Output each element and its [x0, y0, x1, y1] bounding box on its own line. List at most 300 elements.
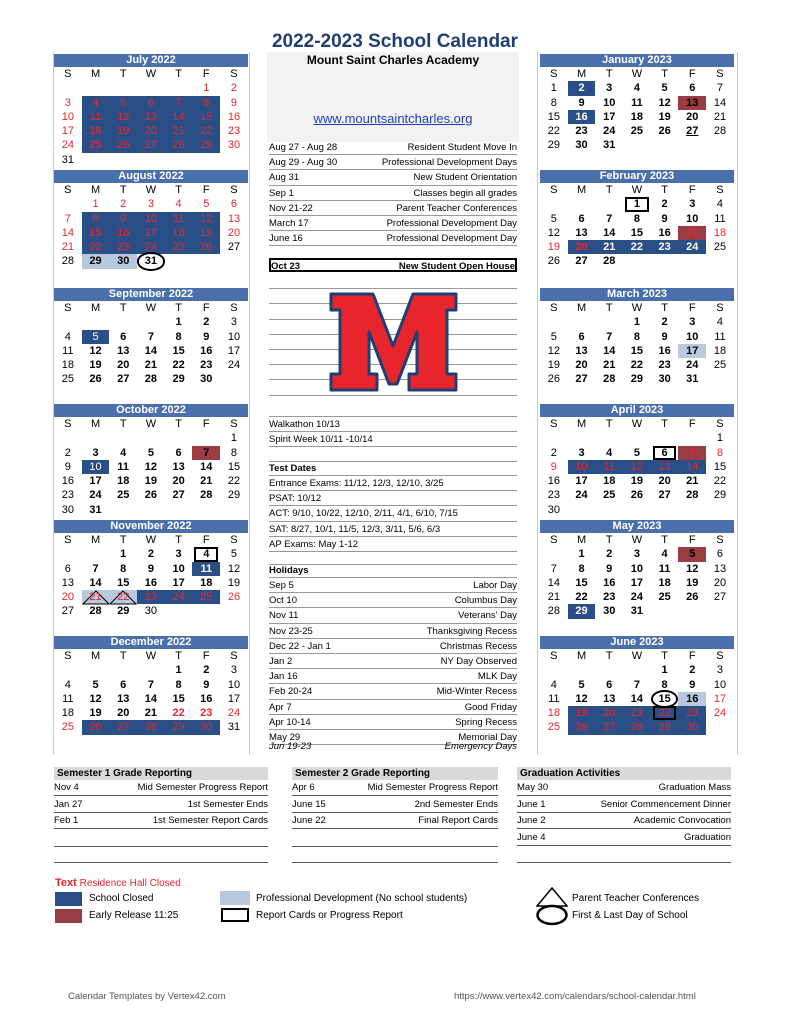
day-cell — [540, 387, 568, 401]
weekday-label: T — [661, 68, 668, 80]
day-number: 19 — [575, 707, 588, 720]
day-number: 14 — [686, 460, 699, 473]
weekday-label: M — [90, 418, 101, 430]
day-cell — [82, 387, 110, 401]
day-number: 30 — [200, 373, 213, 386]
day-number: 6 — [661, 446, 668, 459]
weekday-label: T — [175, 184, 182, 196]
day-cell — [54, 226, 82, 240]
day-number: 23 — [603, 591, 616, 604]
day-number: 6 — [716, 548, 724, 561]
day-number: 15 — [89, 226, 102, 239]
day-number: 29 — [575, 605, 588, 618]
day-cell — [220, 387, 248, 401]
day-number: 15 — [630, 344, 644, 357]
day-cell — [706, 576, 734, 590]
day-number: 16 — [658, 344, 671, 357]
day-number: 23 — [686, 707, 699, 720]
day-cell — [165, 431, 193, 445]
report-date: May 30 — [517, 782, 549, 793]
day-number: 27 — [686, 125, 699, 138]
day-number: 1 — [203, 82, 210, 95]
day-cell — [651, 446, 679, 460]
weekday-label: M — [90, 68, 101, 80]
day-number: 1 — [661, 664, 668, 677]
day-number: 9 — [64, 460, 71, 473]
day-number: 16 — [603, 576, 616, 589]
month-calendar-august-2022 — [54, 170, 248, 283]
day-cell — [220, 720, 248, 734]
day-cell — [568, 269, 596, 283]
day-number: 12 — [630, 460, 644, 473]
day-cell — [137, 474, 165, 488]
day-cell — [678, 678, 706, 692]
day-number: 9 — [147, 562, 154, 575]
day-cell — [706, 330, 734, 344]
day-cell — [568, 619, 596, 633]
day-cell — [706, 474, 734, 488]
event-date: Nov 11 — [269, 610, 299, 622]
day-cell — [109, 138, 137, 152]
day-cell — [109, 254, 137, 268]
event-date: Dec 22 - Jan 1 — [269, 640, 331, 652]
weekday-label: F — [688, 184, 696, 196]
day-cell — [220, 81, 248, 95]
day-number: 15 — [200, 110, 213, 123]
day-cell — [568, 547, 596, 561]
day-number: 20 — [61, 591, 74, 604]
weekday-label: F — [688, 650, 696, 662]
day-number: 7 — [203, 446, 210, 459]
month-calendar-february-2023 — [540, 170, 734, 283]
day-cell — [137, 212, 165, 226]
day-number: 12 — [117, 110, 130, 123]
day-cell — [137, 547, 165, 561]
day-number: 14 — [89, 576, 102, 589]
day-number: 7 — [64, 212, 71, 225]
day-cell — [165, 604, 193, 618]
footer-left: Calendar Templates by Vertex42.com — [68, 991, 226, 1002]
day-number: 12 — [547, 226, 560, 239]
day-number: 4 — [120, 446, 127, 459]
day-cell — [706, 678, 734, 692]
day-cell — [82, 372, 110, 386]
day-cell — [220, 460, 248, 474]
weekday-label: S — [716, 302, 724, 314]
day-cell — [651, 488, 679, 502]
day-number: 5 — [120, 96, 127, 109]
day-cell — [192, 720, 220, 734]
day-number: 10 — [227, 678, 241, 691]
day-cell — [568, 226, 596, 240]
day-cell — [220, 269, 248, 283]
day-cell — [165, 460, 193, 474]
day-cell — [82, 254, 110, 268]
day-cell — [678, 358, 706, 372]
day-number: 17 — [630, 576, 644, 589]
day-number: 22 — [575, 591, 588, 604]
day-cell — [623, 503, 651, 517]
day-number: 13 — [227, 212, 241, 225]
day-cell — [109, 110, 137, 124]
event-description: New Student Orientation — [413, 172, 517, 184]
day-number: 19 — [89, 359, 102, 372]
day-cell — [706, 124, 734, 138]
day-number: 23 — [117, 241, 130, 254]
day-number: 28 — [61, 255, 74, 268]
day-number: 16 — [117, 226, 130, 239]
event-row — [269, 433, 517, 447]
day-number: 23 — [144, 591, 158, 604]
day-number: 29 — [713, 489, 727, 502]
day-cell — [540, 269, 568, 283]
day-number: 9 — [550, 460, 557, 473]
day-cell — [82, 81, 110, 95]
day-number: 1 — [633, 316, 640, 329]
day-cell — [651, 503, 679, 517]
day-number: 13 — [144, 110, 158, 123]
day-number: 25 — [658, 591, 671, 604]
day-number: 5 — [550, 212, 557, 225]
day-cell — [678, 226, 706, 240]
day-cell — [540, 604, 568, 618]
day-cell — [137, 692, 165, 706]
day-cell — [82, 474, 110, 488]
day-number: 25 — [89, 139, 102, 152]
day-cell — [220, 197, 248, 211]
day-cell — [540, 562, 568, 576]
website-link[interactable]: www.mountsaintcharles.org — [313, 111, 473, 126]
day-number: 11 — [117, 460, 130, 473]
weekday-label: S — [64, 184, 72, 196]
day-cell — [54, 446, 82, 460]
day-cell — [192, 330, 220, 344]
day-cell — [678, 315, 706, 329]
day-cell — [109, 576, 137, 590]
day-number: 9 — [661, 330, 668, 343]
day-cell — [82, 604, 110, 618]
day-cell — [540, 240, 568, 254]
day-cell — [540, 330, 568, 344]
day-cell — [651, 619, 679, 633]
day-number: 25 — [713, 241, 727, 254]
day-cell — [165, 254, 193, 268]
day-cell — [54, 330, 82, 344]
day-number: 31 — [144, 255, 158, 268]
blank-line — [292, 862, 498, 863]
day-cell — [568, 460, 596, 474]
day-cell — [165, 735, 193, 749]
day-cell — [165, 330, 193, 344]
report-description: Senior Commencement Dinner — [600, 798, 731, 810]
day-number: 12 — [89, 344, 102, 357]
day-cell — [165, 96, 193, 110]
day-cell — [137, 562, 165, 576]
day-number: 9 — [606, 562, 613, 575]
day-number: 29 — [172, 373, 185, 386]
day-cell — [706, 254, 734, 268]
day-number: 2 — [661, 316, 668, 329]
day-cell — [137, 358, 165, 372]
day-cell — [82, 446, 110, 460]
day-number: 22 — [89, 241, 102, 254]
weekday-label: W — [145, 184, 157, 196]
day-cell — [192, 197, 220, 211]
day-number: 3 — [689, 316, 696, 329]
event-date: Entrance Exams: 11/12, 12/3, 12/10, 3/25 — [269, 478, 444, 489]
school-closed-label: School Closed — [89, 893, 154, 904]
weekday-label: T — [175, 302, 182, 314]
day-number: 4 — [716, 316, 724, 329]
event-description: Spring Recess — [455, 716, 517, 728]
day-number: 6 — [578, 330, 585, 343]
day-cell — [165, 81, 193, 95]
day-cell — [165, 315, 193, 329]
day-number: 17 — [686, 344, 699, 357]
day-number: 24 — [144, 241, 158, 254]
weekday-label: S — [550, 534, 558, 546]
day-cell — [706, 590, 734, 604]
day-number: 19 — [89, 707, 102, 720]
day-cell — [109, 344, 137, 358]
day-number: 27 — [575, 373, 588, 386]
day-cell — [109, 81, 137, 95]
day-cell — [651, 240, 679, 254]
day-cell — [137, 663, 165, 677]
day-number: 30 — [200, 721, 213, 734]
day-number: 4 — [606, 446, 613, 459]
day-cell — [678, 197, 706, 211]
day-number: 26 — [117, 139, 130, 152]
day-cell — [137, 488, 165, 502]
day-number: 14 — [61, 226, 74, 239]
day-cell — [568, 344, 596, 358]
day-number: 4 — [92, 96, 99, 109]
weekday-label: S — [716, 650, 724, 662]
day-cell — [678, 138, 706, 152]
legend-text-sample: Text Residence Hall Closed — [55, 877, 181, 889]
test-row — [269, 507, 517, 521]
weekday-label: F — [202, 650, 210, 662]
day-cell — [54, 576, 82, 590]
day-number: 3 — [175, 548, 182, 561]
day-number: 28 — [144, 373, 158, 386]
semester-2-row — [292, 797, 498, 813]
day-cell — [706, 226, 734, 240]
day-cell — [54, 96, 82, 110]
day-cell — [651, 720, 679, 734]
day-number: 8 — [92, 212, 99, 225]
day-cell — [651, 562, 679, 576]
day-number: 15 — [227, 460, 241, 473]
day-cell — [220, 124, 248, 138]
day-number: 26 — [547, 373, 560, 386]
first-last-label: First & Last Day of School — [572, 910, 688, 921]
day-cell — [220, 254, 248, 268]
day-cell — [568, 81, 596, 95]
weekday-label: F — [202, 534, 210, 546]
event-row — [269, 141, 517, 155]
day-cell — [165, 692, 193, 706]
semester-1-title: Semester 1 Grade Reporting — [54, 767, 268, 780]
day-cell — [540, 619, 568, 633]
day-cell — [595, 358, 623, 372]
day-cell — [595, 212, 623, 226]
day-cell — [82, 431, 110, 445]
event-description: Veterans' Day — [458, 610, 517, 622]
day-cell — [165, 488, 193, 502]
day-cell — [623, 110, 651, 124]
day-cell — [678, 153, 706, 167]
day-number: 16 — [200, 692, 213, 705]
semester-1-row — [54, 813, 268, 829]
day-number: 26 — [575, 721, 588, 734]
day-number: 18 — [713, 226, 727, 239]
day-number: 20 — [227, 226, 241, 239]
day-cell — [568, 315, 596, 329]
day-number: 27 — [117, 721, 130, 734]
weekday-label: F — [688, 418, 696, 430]
day-number: 3 — [716, 664, 724, 677]
day-cell — [568, 240, 596, 254]
weekday-label: S — [550, 302, 558, 314]
day-number: 22 — [172, 707, 185, 720]
day-number: 22 — [547, 125, 560, 138]
day-cell — [568, 735, 596, 749]
day-number: 22 — [200, 125, 213, 138]
day-cell — [137, 315, 165, 329]
report-description: Academic Convocation — [633, 815, 731, 826]
day-cell — [595, 446, 623, 460]
event-date: Oct 23 — [271, 261, 301, 272]
day-number: 25 — [603, 489, 616, 502]
day-cell — [109, 706, 137, 720]
day-number: 5 — [689, 548, 696, 561]
blank-row — [269, 403, 517, 417]
event-date: Apr 10-14 — [269, 716, 311, 728]
report-card-swatch — [221, 908, 249, 922]
weekday-label: T — [661, 650, 668, 662]
day-cell — [54, 663, 82, 677]
day-cell — [165, 269, 193, 283]
day-cell — [82, 590, 110, 604]
day-number: 17 — [575, 475, 588, 488]
day-number: 13 — [575, 226, 588, 239]
section-title — [269, 564, 517, 578]
day-cell — [651, 124, 679, 138]
day-number: 15 — [172, 692, 185, 705]
day-cell — [678, 372, 706, 386]
day-cell — [595, 604, 623, 618]
event-date: Feb 20-24 — [269, 686, 313, 698]
day-number: 25 — [117, 489, 130, 502]
day-number: 30 — [117, 255, 130, 268]
day-number: 26 — [686, 591, 699, 604]
day-number: 13 — [575, 344, 588, 357]
day-cell — [109, 692, 137, 706]
day-number: 6 — [120, 330, 127, 343]
day-cell — [192, 269, 220, 283]
month-header: December 2022 — [54, 636, 248, 649]
weekday-label: S — [550, 418, 558, 430]
day-number: 20 — [117, 359, 130, 372]
month-header: June 2023 — [540, 636, 734, 649]
day-cell — [651, 372, 679, 386]
event-date: Nov 23-25 — [269, 625, 313, 637]
weekday-label: W — [145, 302, 157, 314]
event-date: PSAT: 10/12 — [269, 493, 322, 505]
weekday-label: M — [90, 650, 101, 662]
report-date: June 15 — [292, 798, 326, 810]
day-number: 12 — [658, 96, 671, 109]
day-cell — [137, 344, 165, 358]
day-cell — [220, 488, 248, 502]
prof-dev-swatch — [220, 891, 250, 905]
day-number: 20 — [658, 475, 671, 488]
weekday-label: S — [230, 302, 238, 314]
weekday-label: M — [576, 418, 587, 430]
event-date: SAT: 8/27, 10/1, 11/5, 12/3, 3/11, 5/6, 6/3 — [269, 523, 441, 535]
footer-right[interactable]: https://www.vertex42.com/calendars/school-calendar.html — [454, 991, 696, 1002]
day-number: 1 — [716, 432, 724, 445]
day-number: 6 — [606, 678, 613, 691]
day-cell — [192, 387, 220, 401]
day-cell — [192, 474, 220, 488]
day-cell — [137, 110, 165, 124]
day-cell — [568, 124, 596, 138]
day-number: 27 — [144, 139, 158, 152]
day-number: 19 — [547, 241, 560, 254]
day-number: 11 — [714, 212, 726, 225]
weekday-label: T — [605, 418, 613, 430]
day-cell — [109, 315, 137, 329]
day-number: 7 — [147, 678, 154, 691]
day-cell — [82, 138, 110, 152]
day-cell — [623, 692, 651, 706]
holiday-row — [269, 655, 517, 669]
day-cell — [623, 138, 651, 152]
day-number: 11 — [62, 344, 74, 357]
day-cell — [540, 735, 568, 749]
day-cell — [165, 110, 193, 124]
day-number: 21 — [603, 359, 616, 372]
holiday-row — [269, 594, 517, 608]
day-cell — [109, 358, 137, 372]
early-release-swatch — [55, 909, 82, 923]
day-cell — [192, 315, 220, 329]
day-cell — [540, 124, 568, 138]
day-number: 20 — [172, 475, 185, 488]
weekday-label: W — [631, 534, 643, 546]
day-number: 29 — [547, 139, 560, 152]
day-number: 15 — [172, 344, 185, 357]
day-cell — [706, 197, 734, 211]
day-cell — [220, 226, 248, 240]
day-cell — [706, 240, 734, 254]
day-cell — [192, 96, 220, 110]
day-number: 26 — [144, 489, 158, 502]
day-number: 23 — [200, 707, 213, 720]
day-number: 26 — [89, 373, 102, 386]
day-number: 1 — [175, 664, 182, 677]
day-cell — [706, 358, 734, 372]
day-cell — [595, 678, 623, 692]
day-cell — [109, 226, 137, 240]
day-number: 9 — [203, 330, 210, 343]
day-cell — [192, 562, 220, 576]
day-number: 5 — [92, 330, 99, 343]
day-number: 31 — [89, 503, 102, 516]
